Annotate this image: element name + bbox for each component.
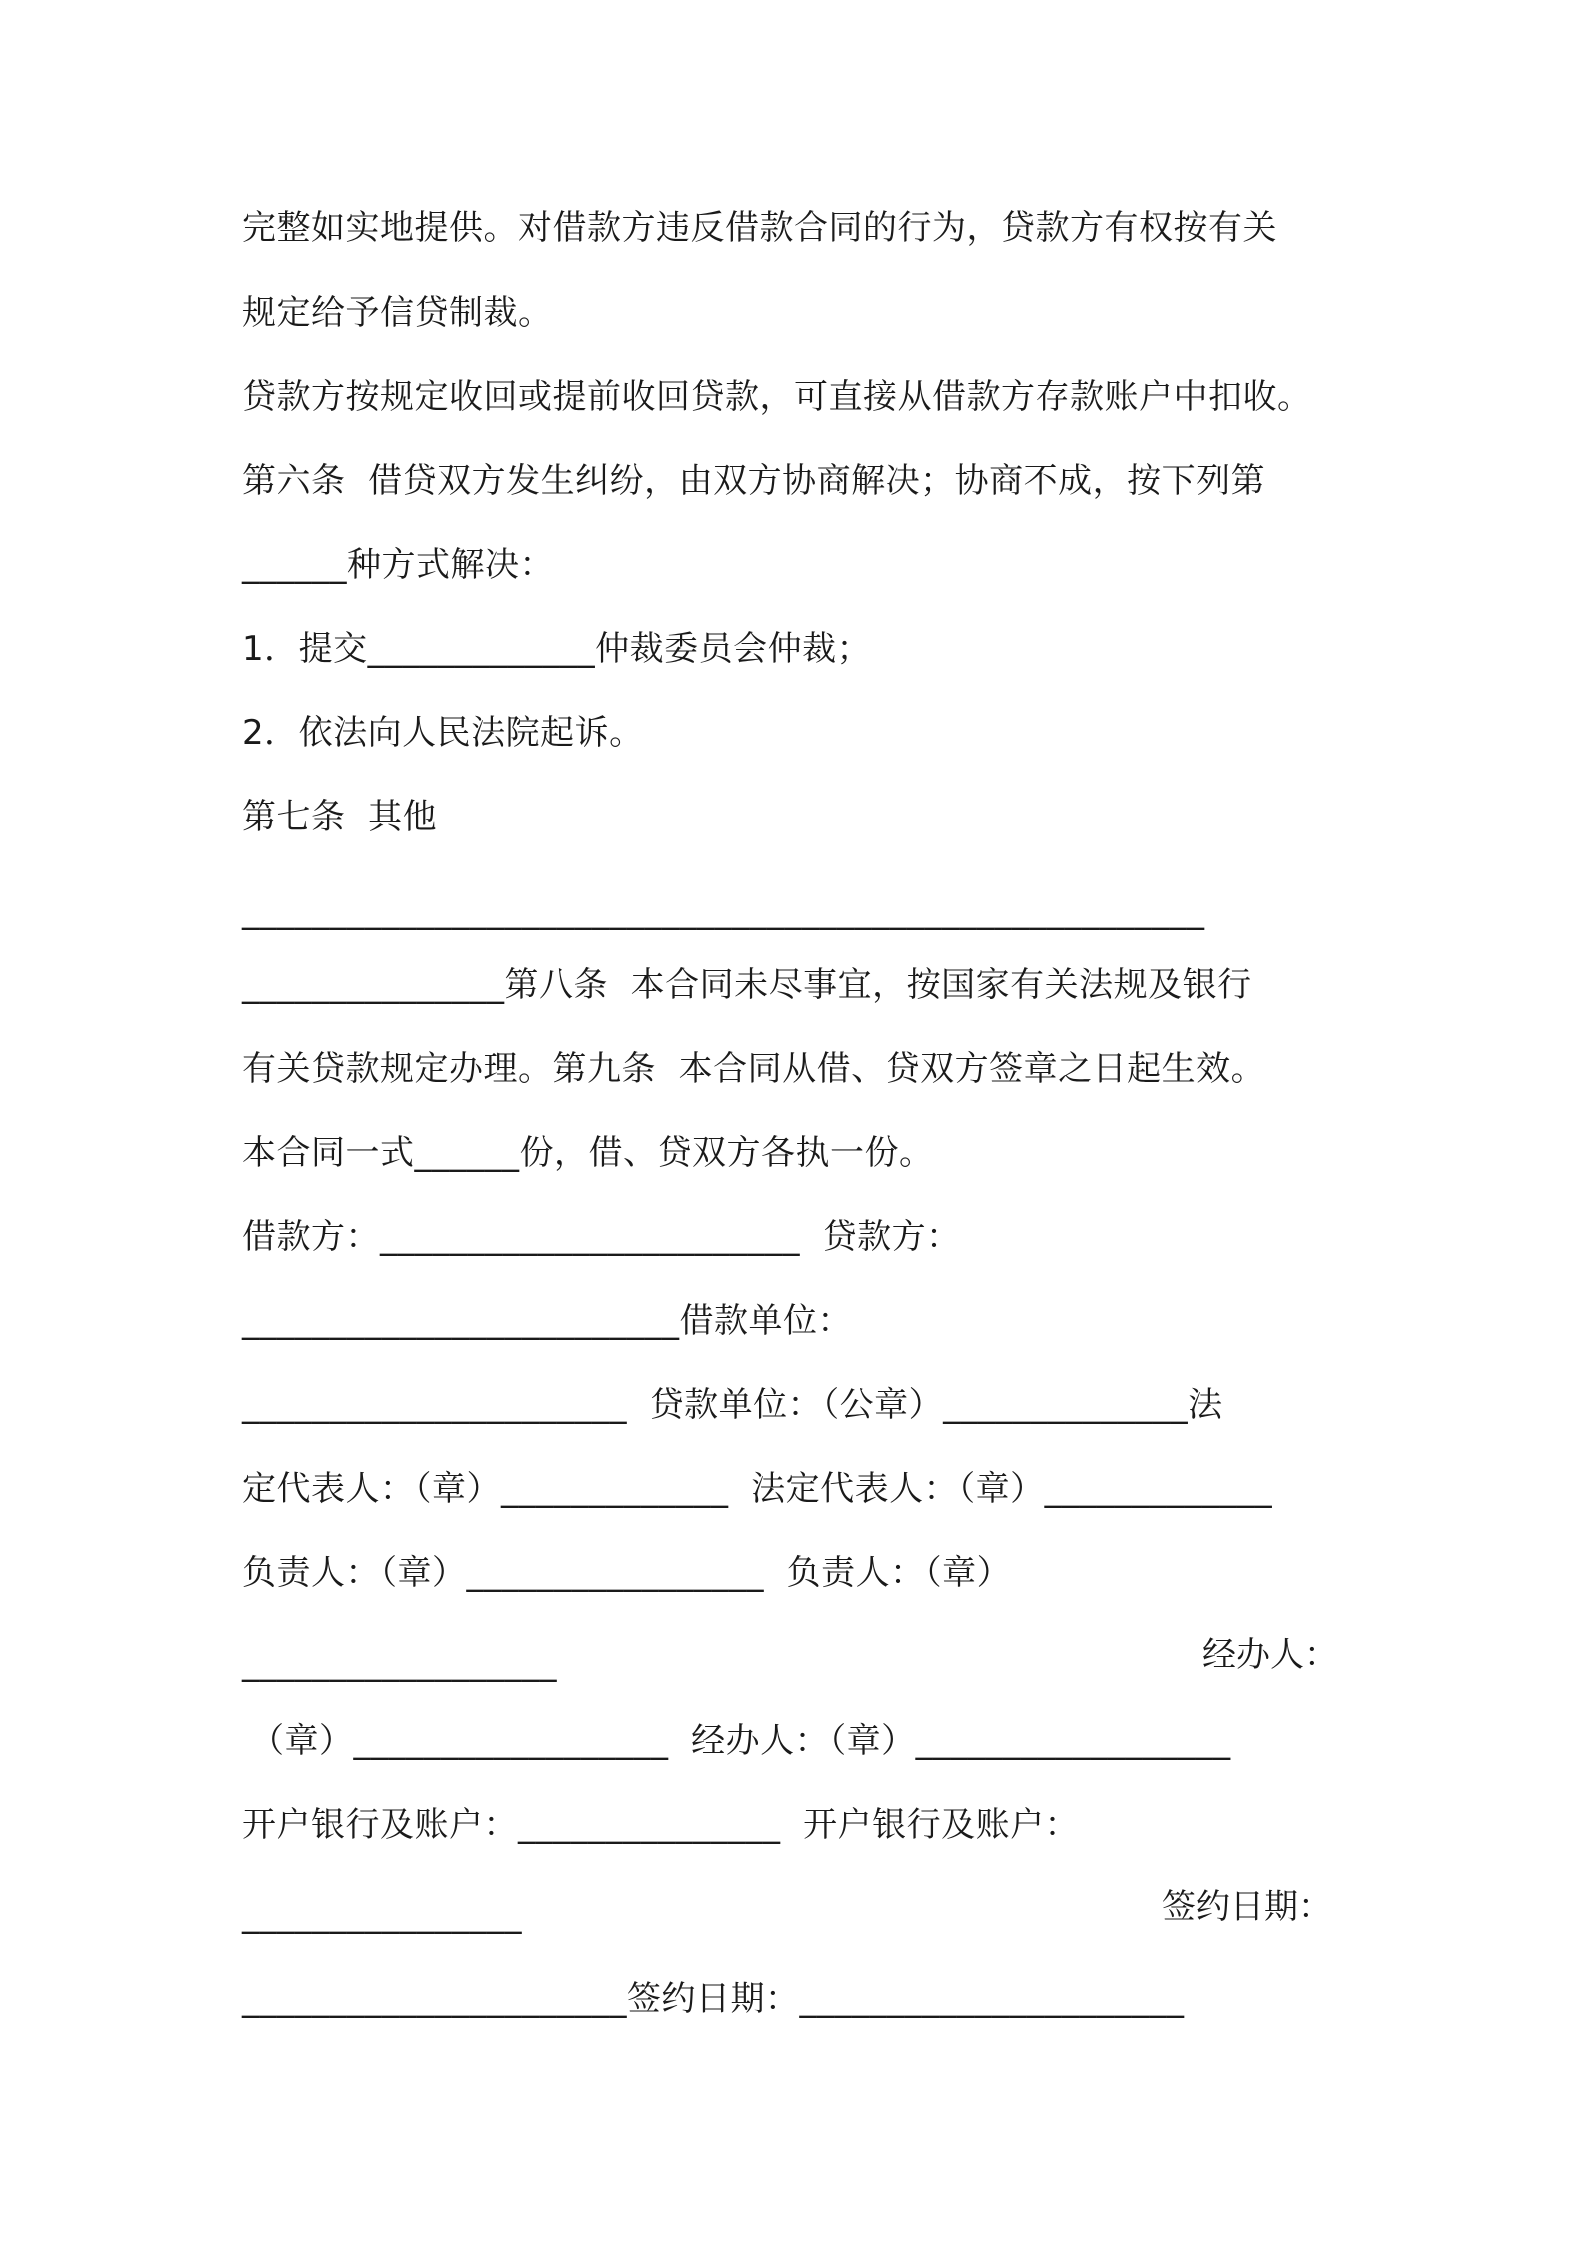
blank-line: __________________	[242, 1643, 557, 1683]
handler-label: 经办人：	[1202, 1635, 1338, 1675]
borrower-unit-line: _________________________借款单位：	[242, 1301, 852, 1341]
option-two: 2．依法向人民法院起诉。	[242, 713, 644, 753]
lender-unit-line: ______________________ 贷款单位：（公章）______________法	[242, 1385, 1223, 1425]
article-eight: _______________第八条 本合同未尽事宜，按国家有关法规及银行	[242, 965, 1252, 1005]
responsible-person-line: 负责人：（章）_________________ 负责人：（章）	[242, 1553, 1012, 1593]
article-nine: 有关贷款规定办理。第九条 本合同从借、贷双方签章之日起生效。	[242, 1049, 1266, 1089]
handler-line: （章）__________________ 经办人：（章）__________________	[250, 1721, 1231, 1761]
borrower-lender-line: 借款方：________________________ 贷款方：	[242, 1217, 961, 1257]
article-six: 第六条 借贷双方发生纠纷，由双方协商解决；协商不成，按下列第	[242, 461, 1266, 501]
sign-date-label: 签约日期：	[1162, 1887, 1332, 1927]
bank-account-line: 开户银行及账户：_______________ 开户银行及账户：	[242, 1805, 1080, 1845]
option-one: 1．提交_____________仲裁委员会仲裁；	[242, 629, 872, 669]
sign-date-line: ______________________签约日期：______________________	[242, 1979, 1185, 2019]
text-line: 完整如实地提供。对借款方违反借款合同的行为，贷款方有权按有关	[242, 208, 1277, 248]
text-line: ______种方式解决：	[242, 545, 554, 585]
blank-line: _______________________________________________________	[242, 891, 1205, 931]
copies-line: 本合同一式______份，借、贷双方各执一份。	[242, 1133, 934, 1173]
legal-rep-line: 定代表人：（章）_____________ 法定代表人：（章）_____________	[242, 1469, 1273, 1509]
article-seven: 第七条 其他	[242, 797, 438, 837]
text-line: 贷款方按规定收回或提前收回贷款，可直接从借款方存款账户中扣收。	[242, 377, 1312, 417]
blank-line: ________________	[242, 1895, 522, 1935]
text-line: 规定给予信贷制裁。	[242, 293, 553, 333]
